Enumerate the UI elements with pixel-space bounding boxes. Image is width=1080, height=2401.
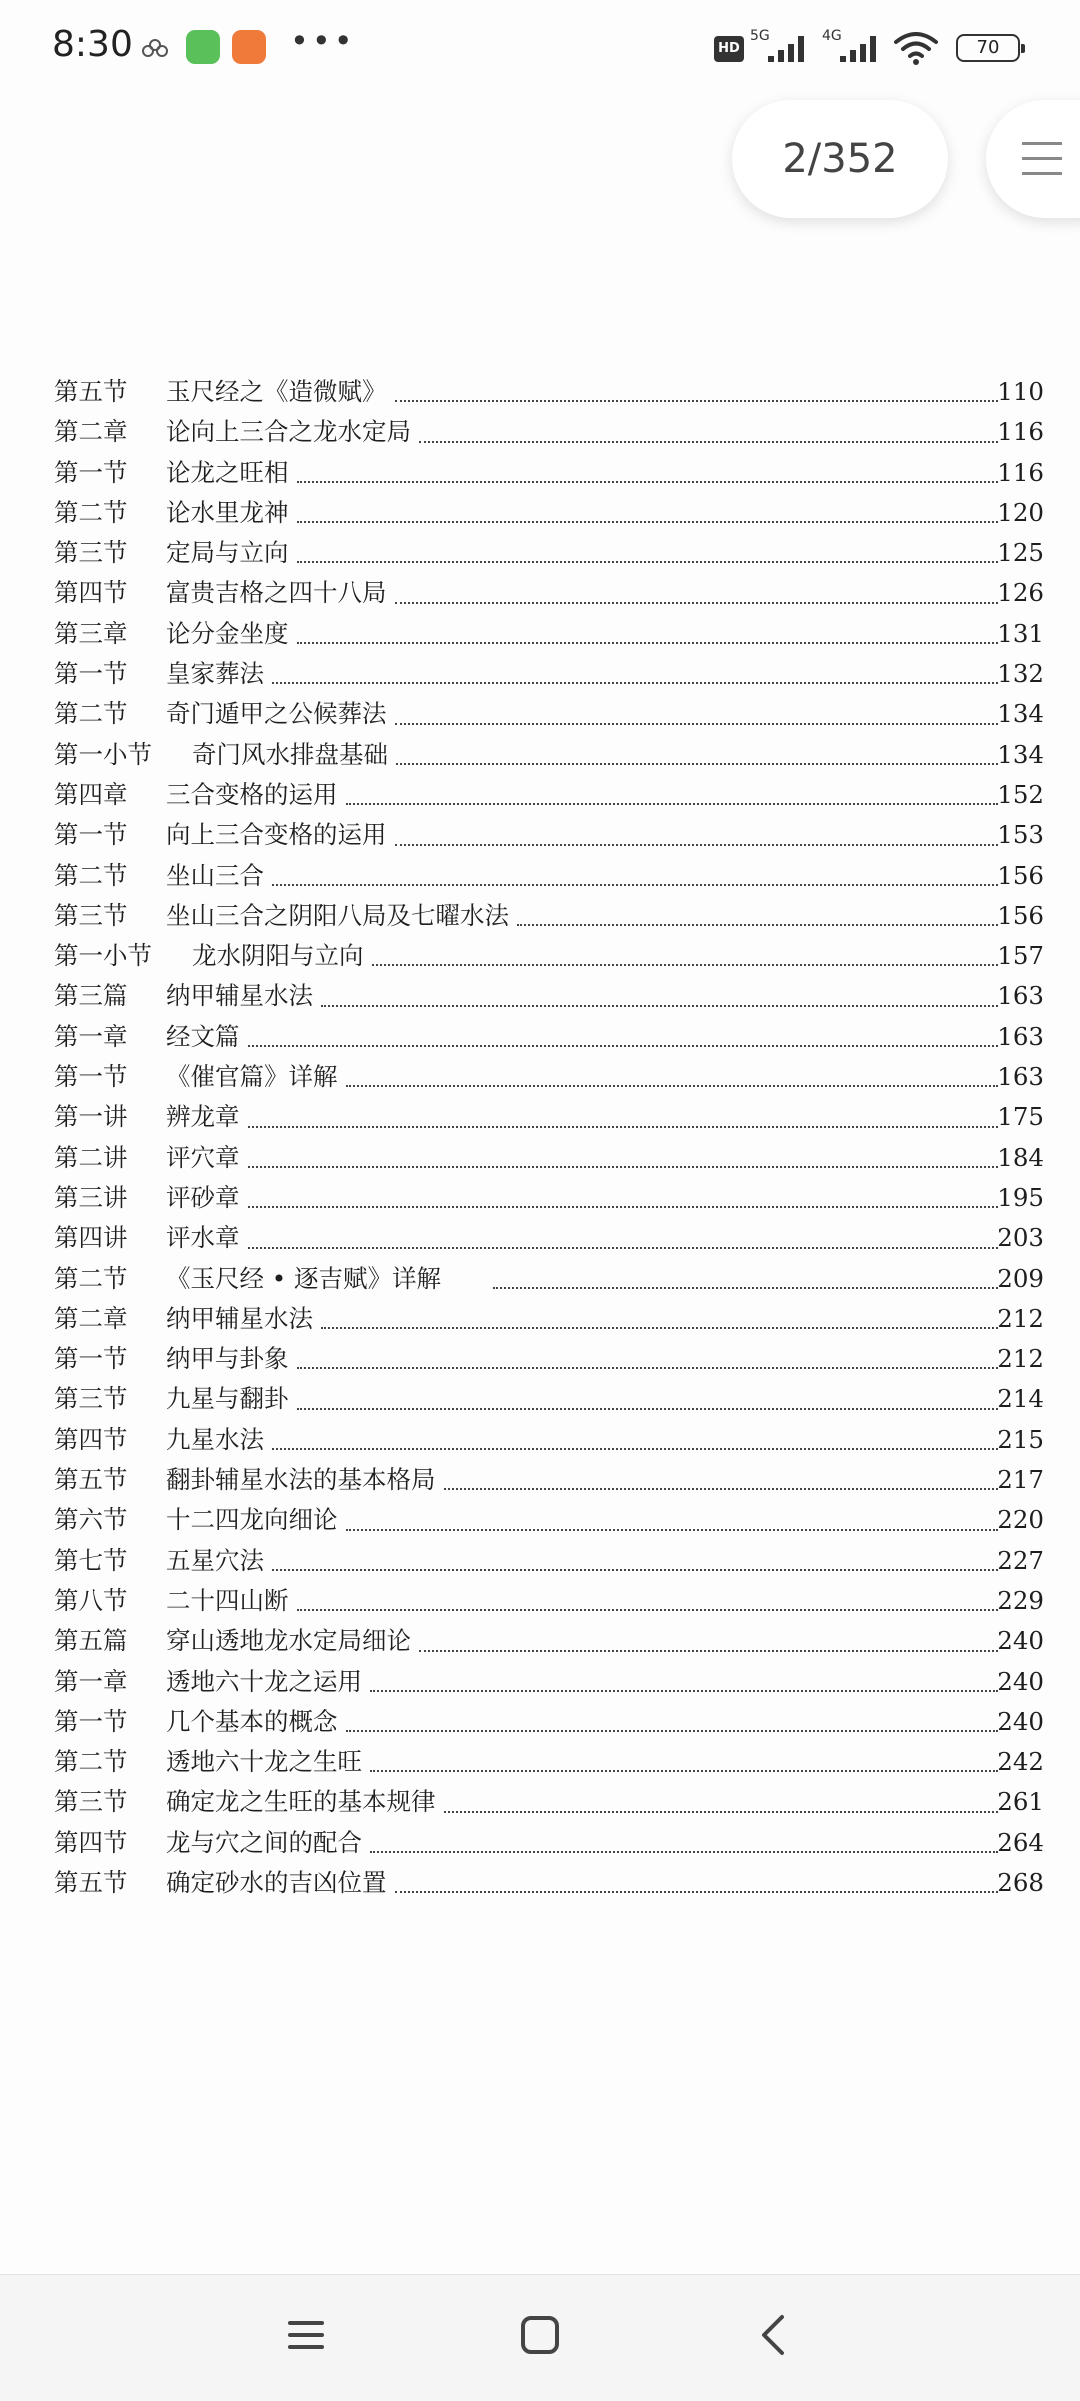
toc-entry[interactable]: [54, 533, 1044, 573]
toc-title: 论水里龙神: [166, 497, 289, 527]
home-icon[interactable]: [518, 2313, 562, 2357]
toc-page-number: 156: [997, 860, 1044, 890]
signal-icon: [766, 34, 808, 64]
toc-page-number: 242: [997, 1747, 1044, 1777]
toc-dot-leader: [297, 561, 999, 563]
toc-entry[interactable]: [54, 1218, 1044, 1258]
toc-entry[interactable]: [54, 1500, 1044, 1540]
toc-section-label: 第四节: [54, 1424, 128, 1454]
toc-entry[interactable]: [54, 1017, 1044, 1057]
green-app-icon: [186, 30, 220, 64]
toc-page-number: 264: [997, 1827, 1044, 1857]
toc-entry[interactable]: [54, 453, 1044, 493]
toc-entry[interactable]: [54, 1541, 1044, 1581]
toc-page-number: 215: [997, 1424, 1044, 1454]
toc-entry[interactable]: [54, 1782, 1044, 1822]
status-bar: [0, 0, 1080, 100]
toc-dot-leader: [395, 400, 999, 402]
toc-dot-leader: [395, 602, 999, 604]
toc-section-label: 第一节: [54, 1062, 128, 1092]
toc-dot-leader: [372, 964, 999, 966]
toc-page-number: 163: [997, 981, 1044, 1011]
toc-entry[interactable]: [54, 1823, 1044, 1863]
toc-page-number: 134: [997, 699, 1044, 729]
table-of-contents: [54, 372, 1044, 1903]
toc-dot-leader: [321, 1005, 998, 1007]
toc-dot-leader: [297, 1408, 999, 1410]
toc-page-number: 212: [997, 1303, 1044, 1333]
toc-entry[interactable]: [54, 896, 1044, 936]
toc-title: 纳甲辅星水法: [166, 1303, 313, 1333]
toc-dot-leader: [297, 521, 999, 523]
toc-entry[interactable]: [54, 1702, 1044, 1742]
toc-page-number: 268: [997, 1867, 1044, 1897]
toc-dot-leader: [370, 1770, 998, 1772]
battery-icon: 70: [956, 34, 1020, 62]
toc-title: 论向上三合之龙水定局: [166, 417, 411, 447]
toc-dot-leader: [248, 1126, 999, 1128]
toc-entry[interactable]: [54, 1420, 1044, 1460]
toc-title: 九星水法: [166, 1424, 264, 1454]
toc-entry[interactable]: [54, 1621, 1044, 1661]
toc-entry[interactable]: [54, 372, 1044, 412]
toc-title: 评水章: [166, 1223, 240, 1253]
toc-title: 向上三合变格的运用: [166, 820, 387, 850]
toc-title: 皇家葬法: [166, 659, 264, 689]
toc-section-label: 第四节: [54, 1827, 128, 1857]
toc-section-label: 第三节: [54, 900, 128, 930]
toc-entry[interactable]: [54, 1057, 1044, 1097]
toc-title: 五星穴法: [166, 1545, 264, 1575]
toc-dot-leader: [395, 723, 999, 725]
toc-title: 论龙之旺相: [166, 457, 289, 487]
toc-entry[interactable]: [54, 1259, 1044, 1299]
toc-page-number: 153: [997, 820, 1044, 850]
menu-button[interactable]: [986, 100, 1080, 218]
toc-title: 十二四龙向细论: [166, 1505, 338, 1535]
toc-dot-leader: [346, 1529, 999, 1531]
toc-section-label: 第二节: [54, 1263, 128, 1293]
toc-section-label: 第四讲: [54, 1223, 128, 1253]
toc-dot-leader: [395, 844, 999, 846]
toc-page-number: 116: [997, 417, 1044, 447]
toc-entry[interactable]: [54, 573, 1044, 613]
toc-dot-leader: [346, 1730, 999, 1732]
toc-title: 翻卦辅星水法的基本格局: [166, 1465, 436, 1495]
toc-dot-leader: [444, 1488, 999, 1490]
toc-section-label: 第四节: [54, 578, 128, 608]
cloud-icon: [140, 38, 170, 58]
toc-page-number: 156: [997, 900, 1044, 930]
toc-dot-leader: [346, 1085, 999, 1087]
toc-page-number: 217: [997, 1465, 1044, 1495]
toc-title: 《催官篇》详解: [166, 1062, 338, 1092]
orange-app-icon: [232, 30, 266, 64]
toc-entry[interactable]: [54, 1138, 1044, 1178]
toc-page-number: 240: [997, 1626, 1044, 1656]
toc-title: 确定砂水的吉凶位置: [166, 1867, 387, 1897]
toc-entry[interactable]: [54, 856, 1044, 896]
toc-entry[interactable]: [54, 654, 1044, 694]
toc-dot-leader: [248, 1206, 999, 1208]
toc-page-number: 125: [997, 538, 1044, 568]
toc-page-number: 203: [997, 1223, 1044, 1253]
toc-section-label: 第六节: [54, 1505, 128, 1535]
toc-section-label: 第三章: [54, 618, 128, 648]
toc-page-number: 229: [997, 1585, 1044, 1615]
toc-entry[interactable]: [54, 1379, 1044, 1419]
network-4g-label: 4G: [822, 28, 842, 44]
toc-entry[interactable]: [54, 735, 1044, 775]
toc-page-number: 134: [997, 739, 1044, 769]
toc-dot-leader: [321, 1327, 998, 1329]
toc-dot-leader: [297, 642, 999, 644]
toc-title: 穿山透地龙水定局细论: [166, 1626, 411, 1656]
toc-dot-leader: [419, 441, 998, 443]
toc-title: 富贵吉格之四十八局: [166, 578, 387, 608]
toc-dot-leader: [370, 1690, 998, 1692]
toc-title: 纳甲与卦象: [166, 1344, 289, 1374]
toc-page-number: 110: [997, 377, 1044, 406]
toc-dot-leader: [272, 884, 998, 886]
toc-section-label: 第二节: [54, 497, 128, 527]
toc-entry[interactable]: [54, 694, 1044, 734]
toc-page-number: 131: [997, 618, 1044, 648]
toc-section-label: 第二章: [54, 1303, 128, 1333]
toc-section-label: 第三节: [54, 1787, 128, 1817]
toc-section-label: 第一节: [54, 659, 128, 689]
toc-page-number: 227: [997, 1545, 1044, 1575]
toc-section-label: 第一章: [54, 1666, 128, 1696]
toc-page-number: 116: [997, 457, 1044, 487]
toc-title: 三合变格的运用: [166, 779, 338, 809]
toc-page-number: 220: [997, 1505, 1044, 1535]
toc-dot-leader: [297, 481, 999, 483]
toc-title: 透地六十龙之生旺: [166, 1747, 362, 1777]
toc-dot-leader: [346, 803, 999, 805]
toc-entry[interactable]: [54, 1339, 1044, 1379]
toc-title: 玉尺经之《造微赋》: [166, 377, 387, 406]
toc-dot-leader: [272, 682, 998, 684]
toc-page-number: 163: [997, 1062, 1044, 1092]
toc-page-number: 163: [997, 1021, 1044, 1051]
toc-section-label: 第八节: [54, 1585, 128, 1615]
toc-entry[interactable]: [54, 775, 1044, 815]
toc-title: 纳甲辅星水法: [166, 981, 313, 1011]
network-5g-label: 5G: [750, 28, 770, 44]
toc-dot-leader: [395, 1891, 999, 1893]
toc-section-label: 第一节: [54, 820, 128, 850]
toc-section-label: 第四章: [54, 779, 128, 809]
toc-entry[interactable]: [54, 1299, 1044, 1339]
toc-dot-leader: [248, 1045, 999, 1047]
toc-title: 九星与翻卦: [166, 1384, 289, 1414]
toc-entry[interactable]: [54, 1460, 1044, 1500]
toc-title: 定局与立向: [166, 538, 289, 568]
toc-dot-leader: [444, 1811, 999, 1813]
toc-section-label: 第三讲: [54, 1182, 128, 1212]
toc-section-label: 第一小节: [54, 739, 152, 769]
toc-entry[interactable]: [54, 815, 1044, 855]
status-time: 8:30: [52, 24, 133, 65]
toc-title: 透地六十龙之运用: [166, 1666, 362, 1696]
toc-page-number: 214: [997, 1384, 1044, 1414]
toc-page-number: 240: [997, 1706, 1044, 1736]
toc-entry[interactable]: [54, 976, 1044, 1016]
toc-dot-leader: [248, 1247, 999, 1249]
toc-page-number: 212: [997, 1344, 1044, 1374]
toc-entry[interactable]: [54, 1097, 1044, 1137]
toc-title: 《玉尺经 • 逐吉赋》详解: [166, 1263, 442, 1293]
toc-page-number: 195: [997, 1182, 1044, 1212]
toc-page-number: 209: [997, 1263, 1044, 1293]
toc-dot-leader: [370, 1851, 998, 1853]
toc-page-number: 240: [997, 1666, 1044, 1696]
toc-dot-leader: [396, 763, 998, 765]
toc-section-label: 第五节: [54, 1465, 128, 1495]
toc-title: 二十四山断: [166, 1585, 289, 1615]
toc-dot-leader: [272, 1569, 998, 1571]
recent-apps-icon[interactable]: [284, 2313, 328, 2357]
toc-section-label: 第一章: [54, 1021, 128, 1051]
toc-title: 评穴章: [166, 1142, 240, 1172]
toc-title: 论分金坐度: [166, 618, 289, 648]
toc-section-label: 第二节: [54, 699, 128, 729]
toc-dot-leader: [297, 1609, 999, 1611]
toc-section-label: 第三篇: [54, 981, 128, 1011]
page-indicator[interactable]: 2/352: [732, 100, 948, 218]
toc-entry[interactable]: [54, 1742, 1044, 1782]
more-dots-icon: •••: [290, 22, 356, 60]
toc-dot-leader: [297, 1367, 999, 1369]
toc-title: 评砂章: [166, 1182, 240, 1212]
toc-entry[interactable]: [54, 1662, 1044, 1702]
toc-entry[interactable]: [54, 614, 1044, 654]
toc-section-label: 第一讲: [54, 1102, 128, 1132]
toc-title: 确定龙之生旺的基本规律: [166, 1787, 436, 1817]
signal-icon: [838, 34, 880, 64]
toc-title: 奇门遁甲之公候葬法: [166, 699, 387, 729]
toc-dot-leader: [493, 1287, 999, 1289]
toc-page-number: 261: [997, 1787, 1044, 1817]
toc-section-label: 第五节: [54, 1867, 128, 1897]
toc-dot-leader: [272, 1448, 998, 1450]
toc-page-number: 184: [997, 1142, 1044, 1172]
toc-section-label: 第五篇: [54, 1626, 128, 1656]
toc-section-label: 第五节: [54, 377, 128, 406]
toc-title: 坐山三合: [166, 860, 264, 890]
toc-title: 坐山三合之阴阳八局及七曜水法: [166, 900, 509, 930]
navigation-bar: [0, 2274, 1080, 2401]
toc-page-number: 175: [997, 1102, 1044, 1132]
toc-page-number: 132: [997, 659, 1044, 689]
toc-section-label: 第一节: [54, 1344, 128, 1374]
toc-dot-leader: [419, 1650, 998, 1652]
toc-title: 龙与穴之间的配合: [166, 1827, 362, 1857]
toc-section-label: 第二节: [54, 1747, 128, 1777]
toc-title: 奇门风水排盘基础: [192, 739, 388, 769]
toc-entry[interactable]: [54, 1178, 1044, 1218]
toc-title: 辨龙章: [166, 1102, 240, 1132]
toc-title: 几个基本的概念: [166, 1706, 338, 1736]
toc-dot-leader: [517, 924, 998, 926]
toc-section-label: 第二节: [54, 860, 128, 890]
toc-entry[interactable]: [54, 412, 1044, 452]
back-icon[interactable]: [752, 2313, 796, 2357]
toc-entry[interactable]: [54, 1581, 1044, 1621]
toc-title: 龙水阴阳与立向: [192, 941, 364, 971]
toc-dot-leader: [248, 1166, 999, 1168]
toc-section-label: 第七节: [54, 1545, 128, 1575]
toc-section-label: 第三节: [54, 1384, 128, 1414]
toc-entry[interactable]: [54, 493, 1044, 533]
toc-entry[interactable]: [54, 1863, 1044, 1903]
toc-section-label: 第二讲: [54, 1142, 128, 1172]
toc-page-number: 126: [997, 578, 1044, 608]
hd-badge: HD: [714, 36, 744, 62]
toc-entry[interactable]: [54, 936, 1044, 976]
toc-section-label: 第一节: [54, 457, 128, 487]
toc-section-label: 第二章: [54, 417, 128, 447]
toc-section-label: 第一节: [54, 1706, 128, 1736]
toc-page-number: 152: [997, 779, 1044, 809]
toc-page-number: 120: [997, 497, 1044, 527]
wifi-icon: [892, 30, 940, 66]
toc-section-label: 第三节: [54, 538, 128, 568]
toc-title: 经文篇: [166, 1021, 240, 1051]
toc-section-label: 第一小节: [54, 941, 152, 971]
toc-page-number: 157: [997, 941, 1044, 971]
